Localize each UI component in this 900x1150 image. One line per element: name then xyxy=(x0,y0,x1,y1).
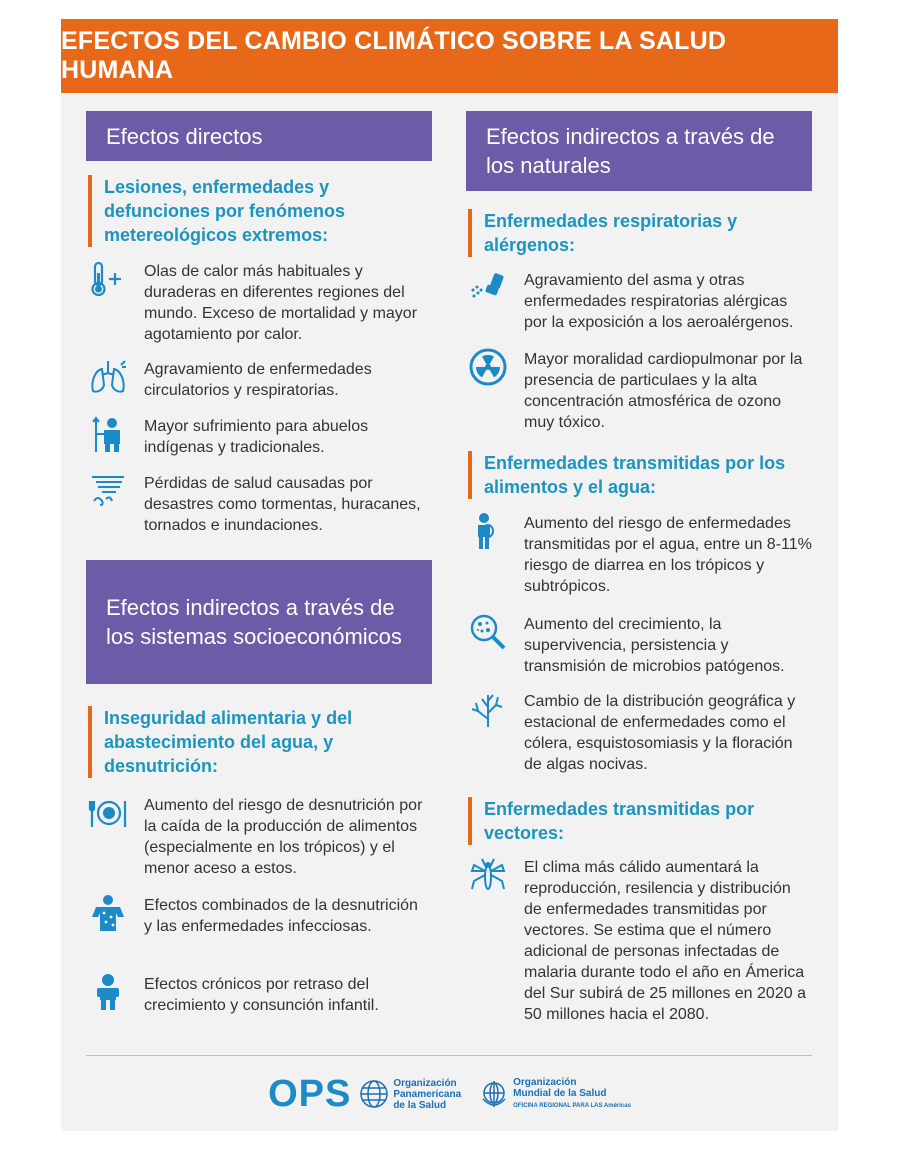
radiation-icon xyxy=(468,347,508,387)
list-item xyxy=(88,261,428,345)
list-item xyxy=(468,614,812,677)
infographic-card xyxy=(61,19,838,1131)
list-item xyxy=(88,359,428,401)
microscope-icon xyxy=(468,612,508,652)
who-name xyxy=(513,1077,631,1112)
section-title: Efectos directos xyxy=(106,123,263,149)
plate-icon xyxy=(88,793,128,833)
stomach-ache-icon xyxy=(468,511,508,551)
item-text: Aumento del riesgo de enfermedades transmitidas por el agua, entre un 8-11% riesgo de diarrea en los trópicos y subtrópicos. xyxy=(524,515,812,595)
subsection-extreme-weather: Lesiones, enfermedades y defunciones por fenómenos metereológicos extremos: xyxy=(88,175,374,247)
paho-line: Organización xyxy=(393,1077,457,1089)
who-line: Organización xyxy=(513,1076,577,1088)
item-text: Pérdidas de salud causadas por desastres como tormentas, huracanes, tornados e inundaciones. xyxy=(144,475,421,534)
list-item xyxy=(88,895,428,937)
list-item xyxy=(468,349,812,433)
algae-icon xyxy=(468,689,508,729)
footer-divider xyxy=(86,1055,812,1056)
who-emblem-icon xyxy=(479,1079,509,1109)
ops-logo: OPS xyxy=(268,1072,352,1115)
who-region: OFICINA REGIONAL PARA LAS Américas xyxy=(513,1102,631,1109)
header-banner xyxy=(61,19,838,93)
indigenous-elder-icon xyxy=(88,414,128,454)
item-text: Agravamiento del asma y otras enfermedades respiratorias alérgicas por la exposición a los aeroalérgenos. xyxy=(524,272,794,331)
list-item xyxy=(468,513,812,597)
paho-line: de la Salud xyxy=(393,1099,447,1111)
paho-name xyxy=(393,1078,461,1111)
list-item xyxy=(88,473,428,536)
list-item xyxy=(468,691,812,775)
list-item xyxy=(468,270,812,333)
paho-globe-icon xyxy=(359,1079,389,1109)
inhaler-icon xyxy=(468,268,508,308)
subsection-respiratory: Enfermedades respiratorias y alérgenos: xyxy=(468,209,784,257)
item-text: Mayor sufrimiento para abuelos indígenas y tradicionales. xyxy=(144,418,369,456)
list-item xyxy=(88,974,428,1016)
item-text: Aumento del riesgo de desnutrición por la caída de la producción de alimentos (especialmente en los trópicos) y el menor aceso a estos. xyxy=(144,797,423,877)
child-icon xyxy=(88,972,128,1012)
mosquito-icon xyxy=(468,855,508,895)
subsection-food-water: Enfermedades transmitidas por los alimentos y el agua: xyxy=(468,451,804,499)
section-box-natural-systems xyxy=(466,111,812,191)
sick-person-icon xyxy=(88,893,128,933)
section-box-direct-effects xyxy=(86,111,432,161)
subsection-food-security: Inseguridad alimentaria y del abastecimiento del agua, y desnutrición: xyxy=(88,706,404,778)
item-text: Olas de calor más habituales y duraderas en diferentes regiones del mundo. Exceso de mortalidad y mayor agotamiento por calor. xyxy=(144,263,418,343)
item-text: Efectos combinados de la desnutrición y las enfermedades infecciosas. xyxy=(144,897,418,935)
list-item xyxy=(88,795,428,879)
subsection-vectors: Enfermedades transmitidas por vectores: xyxy=(468,797,784,845)
list-item xyxy=(88,416,428,458)
who-line: Mundial de la Salud xyxy=(513,1087,607,1099)
thermometer-icon xyxy=(88,259,128,299)
item-text: Agravamiento de enfermedades circulatorios y respiratorias. xyxy=(144,361,372,399)
item-text: Cambio de la distribución geográfica y estacional de enfermedades como el cólera, esquistosomiasis y la floración de algas nocivas. xyxy=(524,693,796,773)
item-text: Aumento del crecimiento, la supervivencia, persistencia y transmisión de microbios patógenos. xyxy=(524,616,785,675)
section-box-socioeconomic xyxy=(86,560,432,684)
page-title: EFECTOS DEL CAMBIO CLIMÁTICO SOBRE LA SALUD HUMANA xyxy=(61,27,727,84)
section-title: Efectos indirectos a través de los sistemas socioeconómicos xyxy=(106,595,402,649)
footer-logos xyxy=(61,1069,838,1119)
paho-line: Panamericana xyxy=(393,1088,462,1100)
storm-icon xyxy=(88,471,128,511)
lungs-icon xyxy=(88,357,128,397)
item-text: El clima más cálido aumentará la reproducción, resilencia y distribución de enfermedades transmitidas por vectores. Se estima que el número adicional de personas infectadas de malaria durante todo el año en Ámerica del Sur subirá de 25 millones en 2020 a 50 millones hacia el 2080. xyxy=(524,859,806,1023)
item-text: Mayor moralidad cardiopulmonar por la presencia de particulaes y la alta concentración atmosférica de ozono muy tóxico. xyxy=(524,351,803,431)
section-title: Efectos indirectos a través de los naturales xyxy=(486,124,775,178)
list-item xyxy=(468,857,812,1025)
item-text: Efectos crónicos por retraso del crecimiento y consunción infantil. xyxy=(144,976,379,1014)
